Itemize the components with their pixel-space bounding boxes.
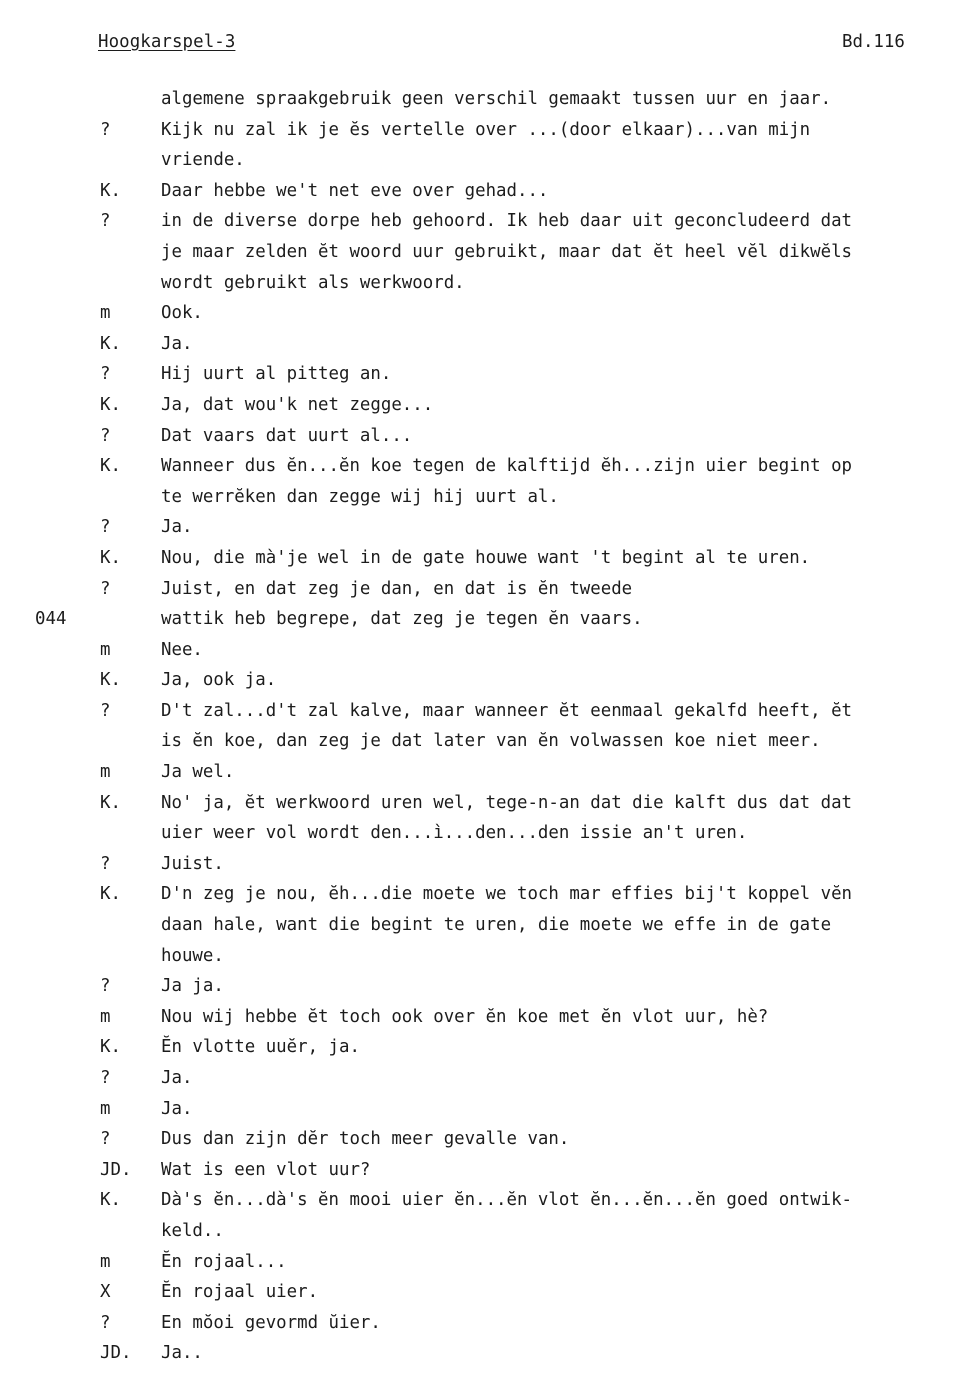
utterance-text: algemene spraakgebruik geen verschil gemaakt tussen uur en jaar.: [161, 89, 832, 109]
utterance-text: is ĕn koe, dan zeg je dat later van ĕn volwassen koe niet meer.: [161, 731, 821, 752]
speaker-label: m: [100, 1098, 111, 1119]
utterance-text: Juist, en dat zeg je dan, en dat is ĕn tweede: [161, 578, 633, 599]
transcript-line: [0, 788, 979, 819]
speaker-label: ?: [100, 119, 111, 140]
utterance-text: D'n zeg je nou, ĕh...die moete we toch mar effies bij't koppel vĕn: [161, 884, 853, 905]
transcript-line: [0, 818, 979, 849]
speaker-label: JD.: [100, 1343, 132, 1364]
transcript-line: [0, 696, 979, 727]
utterance-text: En mŏoi gevormd ŭier.: [161, 1312, 381, 1333]
utterance-text: Nou, die mà'je wel in de gate houwe want 't begint al te uren.: [161, 547, 811, 568]
transcript-line: [0, 206, 979, 237]
speaker-label: K.: [100, 547, 121, 568]
speaker-label: ?: [100, 700, 111, 721]
document-title: Hoogkarspel-3: [98, 32, 236, 52]
utterance-text: D't zal...d't zal kalve, maar wanneer ĕt eenmaal gekalfd heeft, ĕt: [161, 700, 853, 721]
transcript-line: [0, 1063, 979, 1094]
transcript-line: [0, 665, 979, 696]
transcript-line: [0, 849, 979, 880]
transcript-line: [0, 1032, 979, 1063]
transcript-line: [0, 604, 979, 635]
speaker-label: m: [100, 639, 111, 660]
utterance-text: Daar hebbe we't net eve over gehad...: [161, 180, 549, 201]
utterance-text: Dat vaars dat uurt al...: [161, 425, 413, 446]
speaker-label: ?: [100, 853, 111, 874]
speaker-label: ?: [100, 517, 111, 538]
transcript-line: [0, 237, 979, 268]
utterance-text: daan hale, want die begint te uren, die moete we effe in de gate: [161, 915, 832, 936]
transcript-line: [0, 574, 979, 605]
speaker-label: JD.: [100, 1159, 132, 1180]
speaker-label: m: [100, 762, 111, 783]
speaker-label: ?: [100, 1068, 111, 1088]
utterance-text: wattik heb begrepe, dat zeg je tegen ĕn vaars.: [161, 609, 643, 630]
transcript-line: [0, 757, 979, 788]
margin-reference: 044: [35, 609, 67, 630]
transcript-line: [0, 84, 979, 115]
transcript-line: [0, 115, 979, 146]
utterance-text: Kijk nu zal ik je ĕs vertelle over ...(door elkaar)...van mijn: [161, 119, 811, 140]
transcript-line: [0, 268, 979, 299]
utterance-text: Dà's ĕn...dà's ĕn mooi uier ĕn...ĕn vlot ĕn...ĕn...ĕn goed ontwik-: [161, 1190, 853, 1211]
speaker-label: ?: [100, 976, 111, 997]
transcript-lines: [0, 84, 979, 1369]
transcript-line: [0, 512, 979, 543]
utterance-text: in de diverse dorpe heb gehoord. Ik heb daar uit geconcludeerd dat: [161, 211, 853, 232]
transcript-line: [0, 451, 979, 482]
utterance-text: Juist.: [161, 853, 224, 874]
transcript-line: [0, 1155, 979, 1186]
transcript-line: [0, 635, 979, 666]
utterance-text: uier weer vol wordt den...ì...den...den issie an't uren.: [161, 823, 748, 844]
utterance-text: Ĕn rojaal...: [161, 1251, 287, 1272]
transcript-line: [0, 1216, 979, 1247]
speaker-label: m: [100, 1251, 111, 1272]
transcript-line: [0, 543, 979, 574]
utterance-text: keld..: [161, 1220, 224, 1241]
utterance-text: Dus dan zijn dĕr toch meer gevalle van.: [161, 1129, 570, 1150]
speaker-label: ?: [100, 578, 111, 599]
transcript-line: [0, 145, 979, 176]
transcript-line: [0, 971, 979, 1002]
transcript-line: [0, 910, 979, 941]
transcript-line: [0, 176, 979, 207]
speaker-label: K.: [100, 1190, 121, 1211]
speaker-label: K.: [100, 670, 121, 691]
utterance-text: Ja.: [161, 1098, 193, 1119]
utterance-text: Ja, ook ja.: [161, 670, 277, 691]
utterance-text: wordt gebruikt als werkwoord.: [161, 272, 465, 293]
utterance-text: je maar zelden ĕt woord uur gebruikt, maar dat ĕt heel vĕl dikwĕls: [161, 241, 853, 262]
transcript-line: [0, 482, 979, 513]
transcript-line: [0, 1277, 979, 1308]
transcript-line: [0, 941, 979, 972]
utterance-text: Nee.: [161, 639, 203, 660]
utterance-text: Wanneer dus ĕn...ĕn koe tegen de kalftijd ĕh...zijn uier begint op: [161, 456, 853, 477]
utterance-text: te werrĕken dan zegge wij hij uurt al.: [161, 486, 559, 507]
transcript-line: [0, 1308, 979, 1339]
transcript-line: [0, 1247, 979, 1278]
utterance-text: Ĕn vlotte uuĕr, ja.: [161, 1037, 360, 1058]
transcript-line: [0, 298, 979, 329]
transcript-line: [0, 329, 979, 360]
speaker-label: ?: [100, 211, 111, 232]
utterance-text: vriende.: [161, 150, 245, 171]
speaker-label: K.: [100, 884, 121, 905]
utterance-text: No' ja, ĕt werkwoord uren wel, tege-n-an dat die kalft dus dat dat: [161, 792, 853, 813]
utterance-text: houwe.: [161, 945, 224, 966]
transcript-line: [0, 359, 979, 390]
transcript-line: [0, 1185, 979, 1216]
transcript-line: [0, 1338, 979, 1369]
utterance-text: Ja.: [161, 333, 193, 354]
transcript-line: [0, 726, 979, 757]
speaker-label: K.: [100, 394, 121, 415]
speaker-label: K.: [100, 333, 121, 354]
transcript-line: [0, 1002, 979, 1033]
transcript-line: [0, 1124, 979, 1155]
utterance-text: Ja..: [161, 1343, 203, 1364]
speaker-label: ?: [100, 425, 111, 446]
transcript-line: [0, 879, 979, 910]
speaker-label: m: [100, 1006, 111, 1027]
utterance-text: Ja, dat wou'k net zegge...: [161, 394, 434, 415]
utterance-text: Ja ja.: [161, 976, 224, 997]
speaker-label: X: [100, 1282, 111, 1303]
speaker-label: K.: [100, 180, 121, 201]
transcript-line: [0, 1094, 979, 1125]
speaker-label: ?: [100, 1129, 111, 1150]
utterance-text: Ĕn rojaal uier.: [161, 1282, 319, 1303]
utterance-text: Ook.: [161, 303, 203, 324]
utterance-text: Nou wij hebbe ĕt toch ook over ĕn koe met ĕn vlot uur, hè?: [161, 1006, 769, 1027]
speaker-label: K.: [100, 1037, 121, 1058]
speaker-label: K.: [100, 456, 121, 477]
utterance-text: Ja.: [161, 517, 193, 538]
speaker-label: K.: [100, 792, 121, 813]
speaker-label: ?: [100, 364, 111, 385]
speaker-label: m: [100, 303, 111, 324]
speaker-label: ?: [100, 1312, 111, 1333]
transcript-line: [0, 390, 979, 421]
utterance-text: Hij uurt al pitteg an.: [161, 364, 392, 385]
utterance-text: Ja wel.: [161, 762, 235, 783]
utterance-text: Wat is een vlot uur?: [161, 1159, 371, 1180]
page-number: Bd.116: [842, 32, 905, 52]
transcript-line: [0, 421, 979, 452]
utterance-text: Ja.: [161, 1068, 193, 1088]
